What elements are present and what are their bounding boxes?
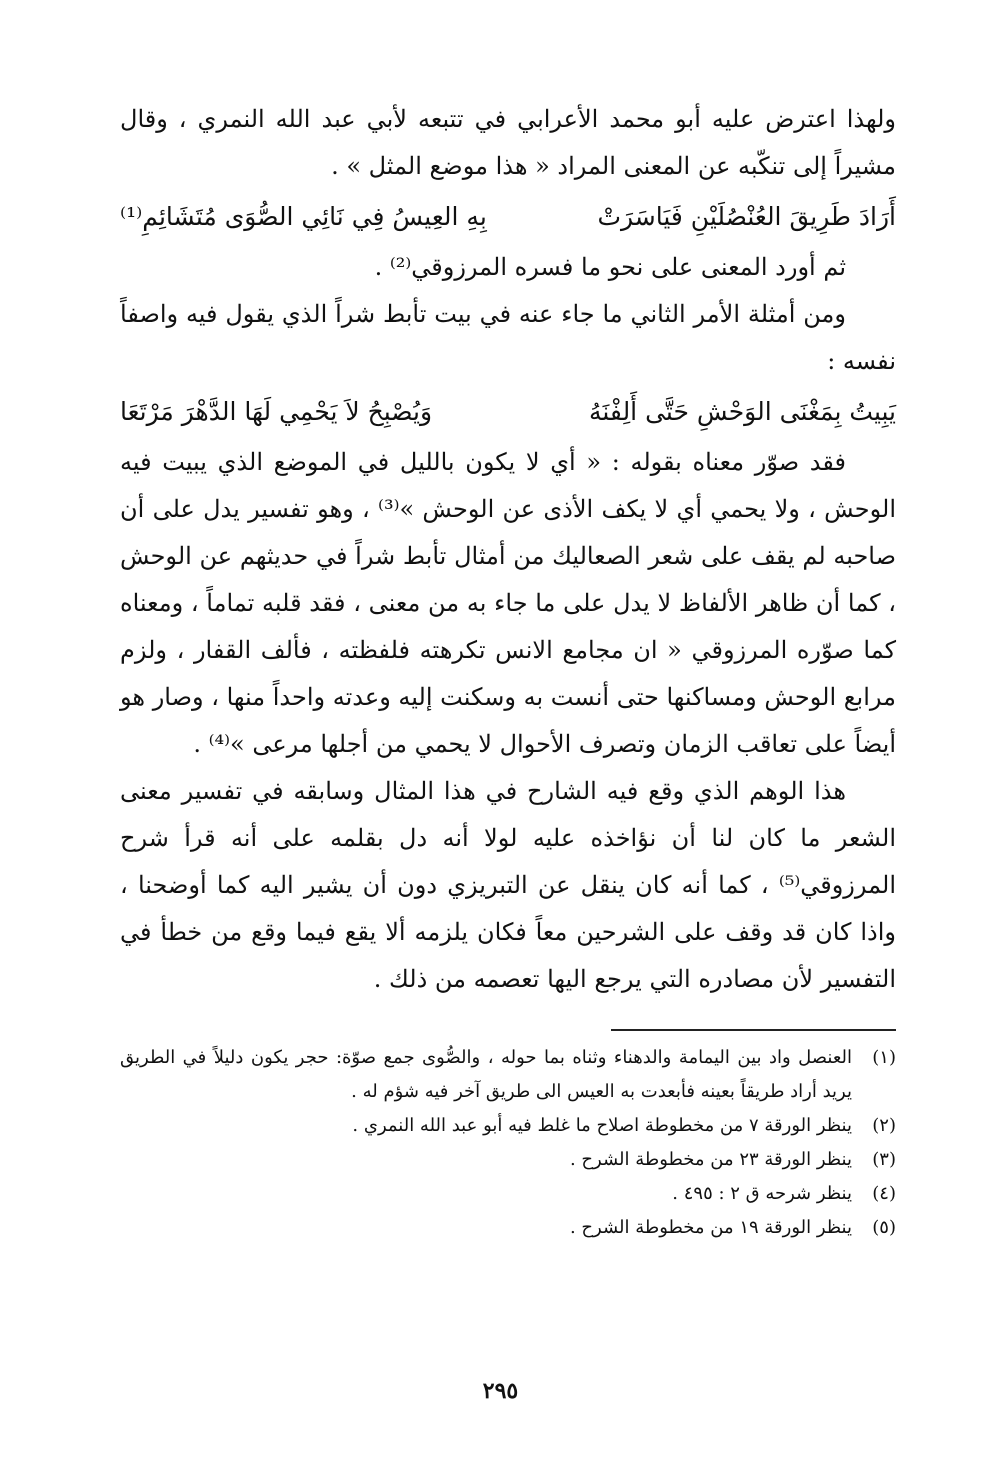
verse-1-second-hemistich: بِهِ العِيسُ فِي نَائِي الصُّوَى مُتَشَائِمِ⁽¹⁾ <box>120 202 487 231</box>
footnote-text: ينظر الورقة ١٩ من مخطوطة الشرح . <box>569 1217 852 1238</box>
footnote-divider <box>611 1029 896 1031</box>
verse-2-first-hemistich: يَبِيتُ بِمَغْنَى الوَحْشِ حَتَّى أَلِفْنَهُ <box>588 397 896 426</box>
page-number: ٢٩٥ <box>482 1378 519 1404</box>
footnote-number: (١) <box>872 1047 896 1068</box>
footnote-1 <box>120 1041 896 1109</box>
footnote-text: ينظر الورقة ٢٣ من مخطوطة الشرح . <box>569 1149 852 1170</box>
page-content <box>120 96 896 1245</box>
paragraph-2: ثم أورد المعنى على نحو ما فسره المرزوقي⁽²⁾ . <box>374 253 846 281</box>
verse-2-second-hemistich: وَيُصْبِحُ لاَ يَحْمِي لَهَا الدَّهْرَ مَرْتَعَا <box>120 397 433 426</box>
paragraph-3: ومن أمثلة الأمر الثاني ما جاء عنه في بيت تأبط شراً الذي يقول فيه واصفاً نفسه : <box>120 300 896 375</box>
footnote-text: العنصل واد بين اليمامة والدهناء وثناه بما حوله ، والصُّوى جمع صوّة: حجر يكون دليلاً في الطريق يريد أراد طريقاً بعينه فأبعدت به العيس الى طريق آخر فيه شؤم له . <box>120 1047 852 1102</box>
footnote-number: (٥) <box>872 1217 896 1238</box>
verse-1-first-hemistich: أَرَادَ طَرِيقَ العُنْصُلَيْنِ فَيَاسَرَتْ <box>597 202 896 231</box>
verse-1 <box>120 192 896 242</box>
paragraph-1: ولهذا اعترض عليه أبو محمد الأعرابي في تتبعه لأبي عبد الله النمري ، وقال مشيراً إلى تنكّبه عن المعنى المراد « هذا موضع المثل » . <box>120 105 896 180</box>
footnote-text: ينظر الورقة ٧ من مخطوطة اصلاح ما غلط فيه أبو عبد الله النمري . <box>352 1115 852 1136</box>
footnotes <box>120 1041 896 1245</box>
paragraph-4: فقد صوّر معناه بقوله : « أي لا يكون بالليل في الموضع الذي يبيت فيه الوحش ، ولا يحمي أي لا يكف الأذى عن الوحش »⁽³⁾ ، وهو تفسير يدل على أن صاحبه لم يقف على شعر الصعاليك من أمثال تأبط شراً في حديثهم عن الوحش ، كما أن ظاهر الألفاظ لا يدل على ما جاء به من معنى ، فقد قلبه تماماً ، ومعناه كما صوّره المرزوقي « ان مجامع الانس تكرهته فلفظته ، فألف القفار ، ولزم مرابع الوحش ومساكنها حتى أنست به وسكنت إليه وعدته واحداً منها ، وصار هو أيضاً على تعاقب الزمان وتصرف الأحوال لا يحمي من أجلها مرعى »⁽⁴⁾ . <box>120 448 896 758</box>
footnote-number: (٤) <box>872 1183 896 1204</box>
footnote-number: (٢) <box>872 1115 896 1136</box>
footnote-2 <box>120 1109 896 1143</box>
verse-2 <box>120 387 896 437</box>
paragraph-5: هذا الوهم الذي وقع فيه الشارح في هذا المثال وسابقه في تفسير معنى الشعر ما كان لنا أن نؤاخذه عليه لولا أنه دل بقلمه على أنه قرأ شرح المرزوقي⁽⁵⁾ ، كما أنه كان ينقل عن التبريزي دون أن يشير اليه كما أوضحنا ، واذا كان قد وقف على الشرحين معاً فكان يلزمه ألا يقع فيما وقع من خطأ في التفسير لأن مصادره التي يرجع اليها تعصمه من ذلك . <box>120 777 896 993</box>
footnote-text: ينظر شرحه ق ٢ : ٤٩٥ . <box>672 1183 852 1204</box>
footnote-3 <box>120 1143 896 1177</box>
footnote-number: (٣) <box>872 1149 896 1170</box>
footnote-4 <box>120 1177 896 1211</box>
footnote-5 <box>120 1211 896 1245</box>
